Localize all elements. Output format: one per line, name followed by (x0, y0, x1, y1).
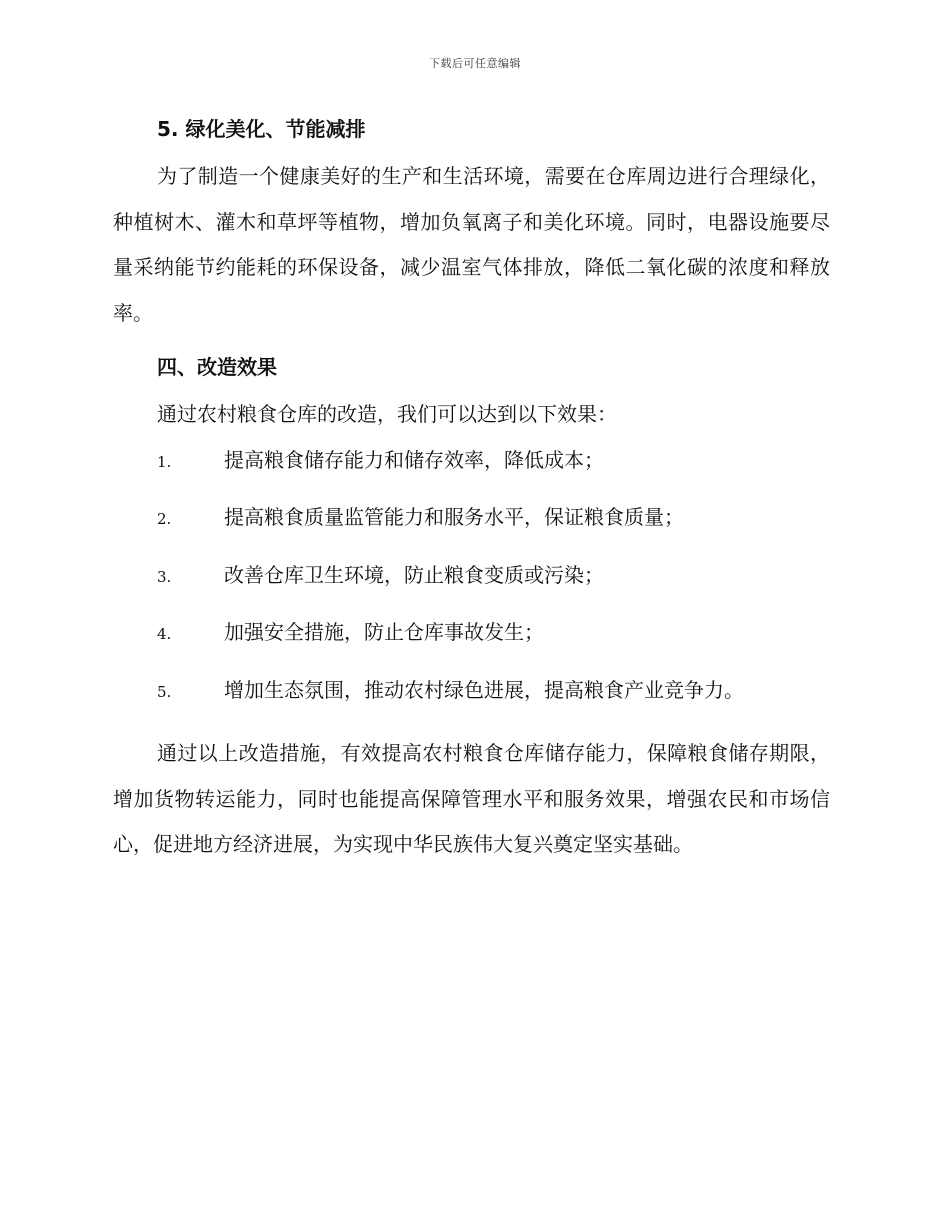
list-item-number: 1. (157, 452, 172, 471)
list-item (113, 674, 830, 732)
section-4-heading: 四、改造效果 (157, 355, 277, 379)
section-5-heading: 5. 绿化美化、节能减排 (157, 117, 366, 141)
list-item (113, 501, 830, 559)
section-4-conclusion: 通过以上改造措施，有效提高农村粮食仓库储存能力，保障粮食储存期限，增加货物转运能力，同时也能提高保障管理水平和服务效果，增强农民和市场信心，促进地方经济进展，为实现中华民族伟大复兴奠定坚实基础。 (113, 741, 830, 856)
list-item-text: 增加生态氛围，推动农村绿色进展，提高粮食产业竞争力。 (224, 677, 744, 702)
list-item (113, 616, 830, 674)
section-4-intro: 通过农村粮食仓库的改造，我们可以达到以下效果： (157, 402, 617, 426)
list-item-number: 5. (157, 682, 172, 701)
list-item-number: 4. (157, 625, 172, 643)
list-item (113, 559, 830, 617)
header-note: 下载后可任意编辑 (429, 57, 521, 70)
list-item-text: 提高粮食质量监管能力和服务水平，保证粮食质量； (224, 505, 684, 529)
list-item (113, 444, 830, 502)
effects-list (113, 444, 830, 732)
list-item-number: 2. (157, 510, 172, 528)
section-5-paragraph: 为了制造一个健康美好的生产和生活环境，需要在仓库周边进行合理绿化，种植树木、灌木和草坪等植物，增加负氧离子和美化环境。同时，电器设施要尽量采纳能节约能耗的环保设备，减少温室气体排放，降低二氧化碳的浓度和释放率。 (113, 164, 830, 325)
list-item-number: 3. (157, 567, 172, 586)
document-body (113, 112, 830, 868)
list-item-text: 改善仓库卫生环境，防止粮食变质或污染； (224, 562, 604, 587)
list-item-text: 加强安全措施，防止仓库事故发生； (224, 620, 544, 644)
list-item-text: 提高粮食储存能力和储存效率，降低成本； (224, 447, 604, 472)
